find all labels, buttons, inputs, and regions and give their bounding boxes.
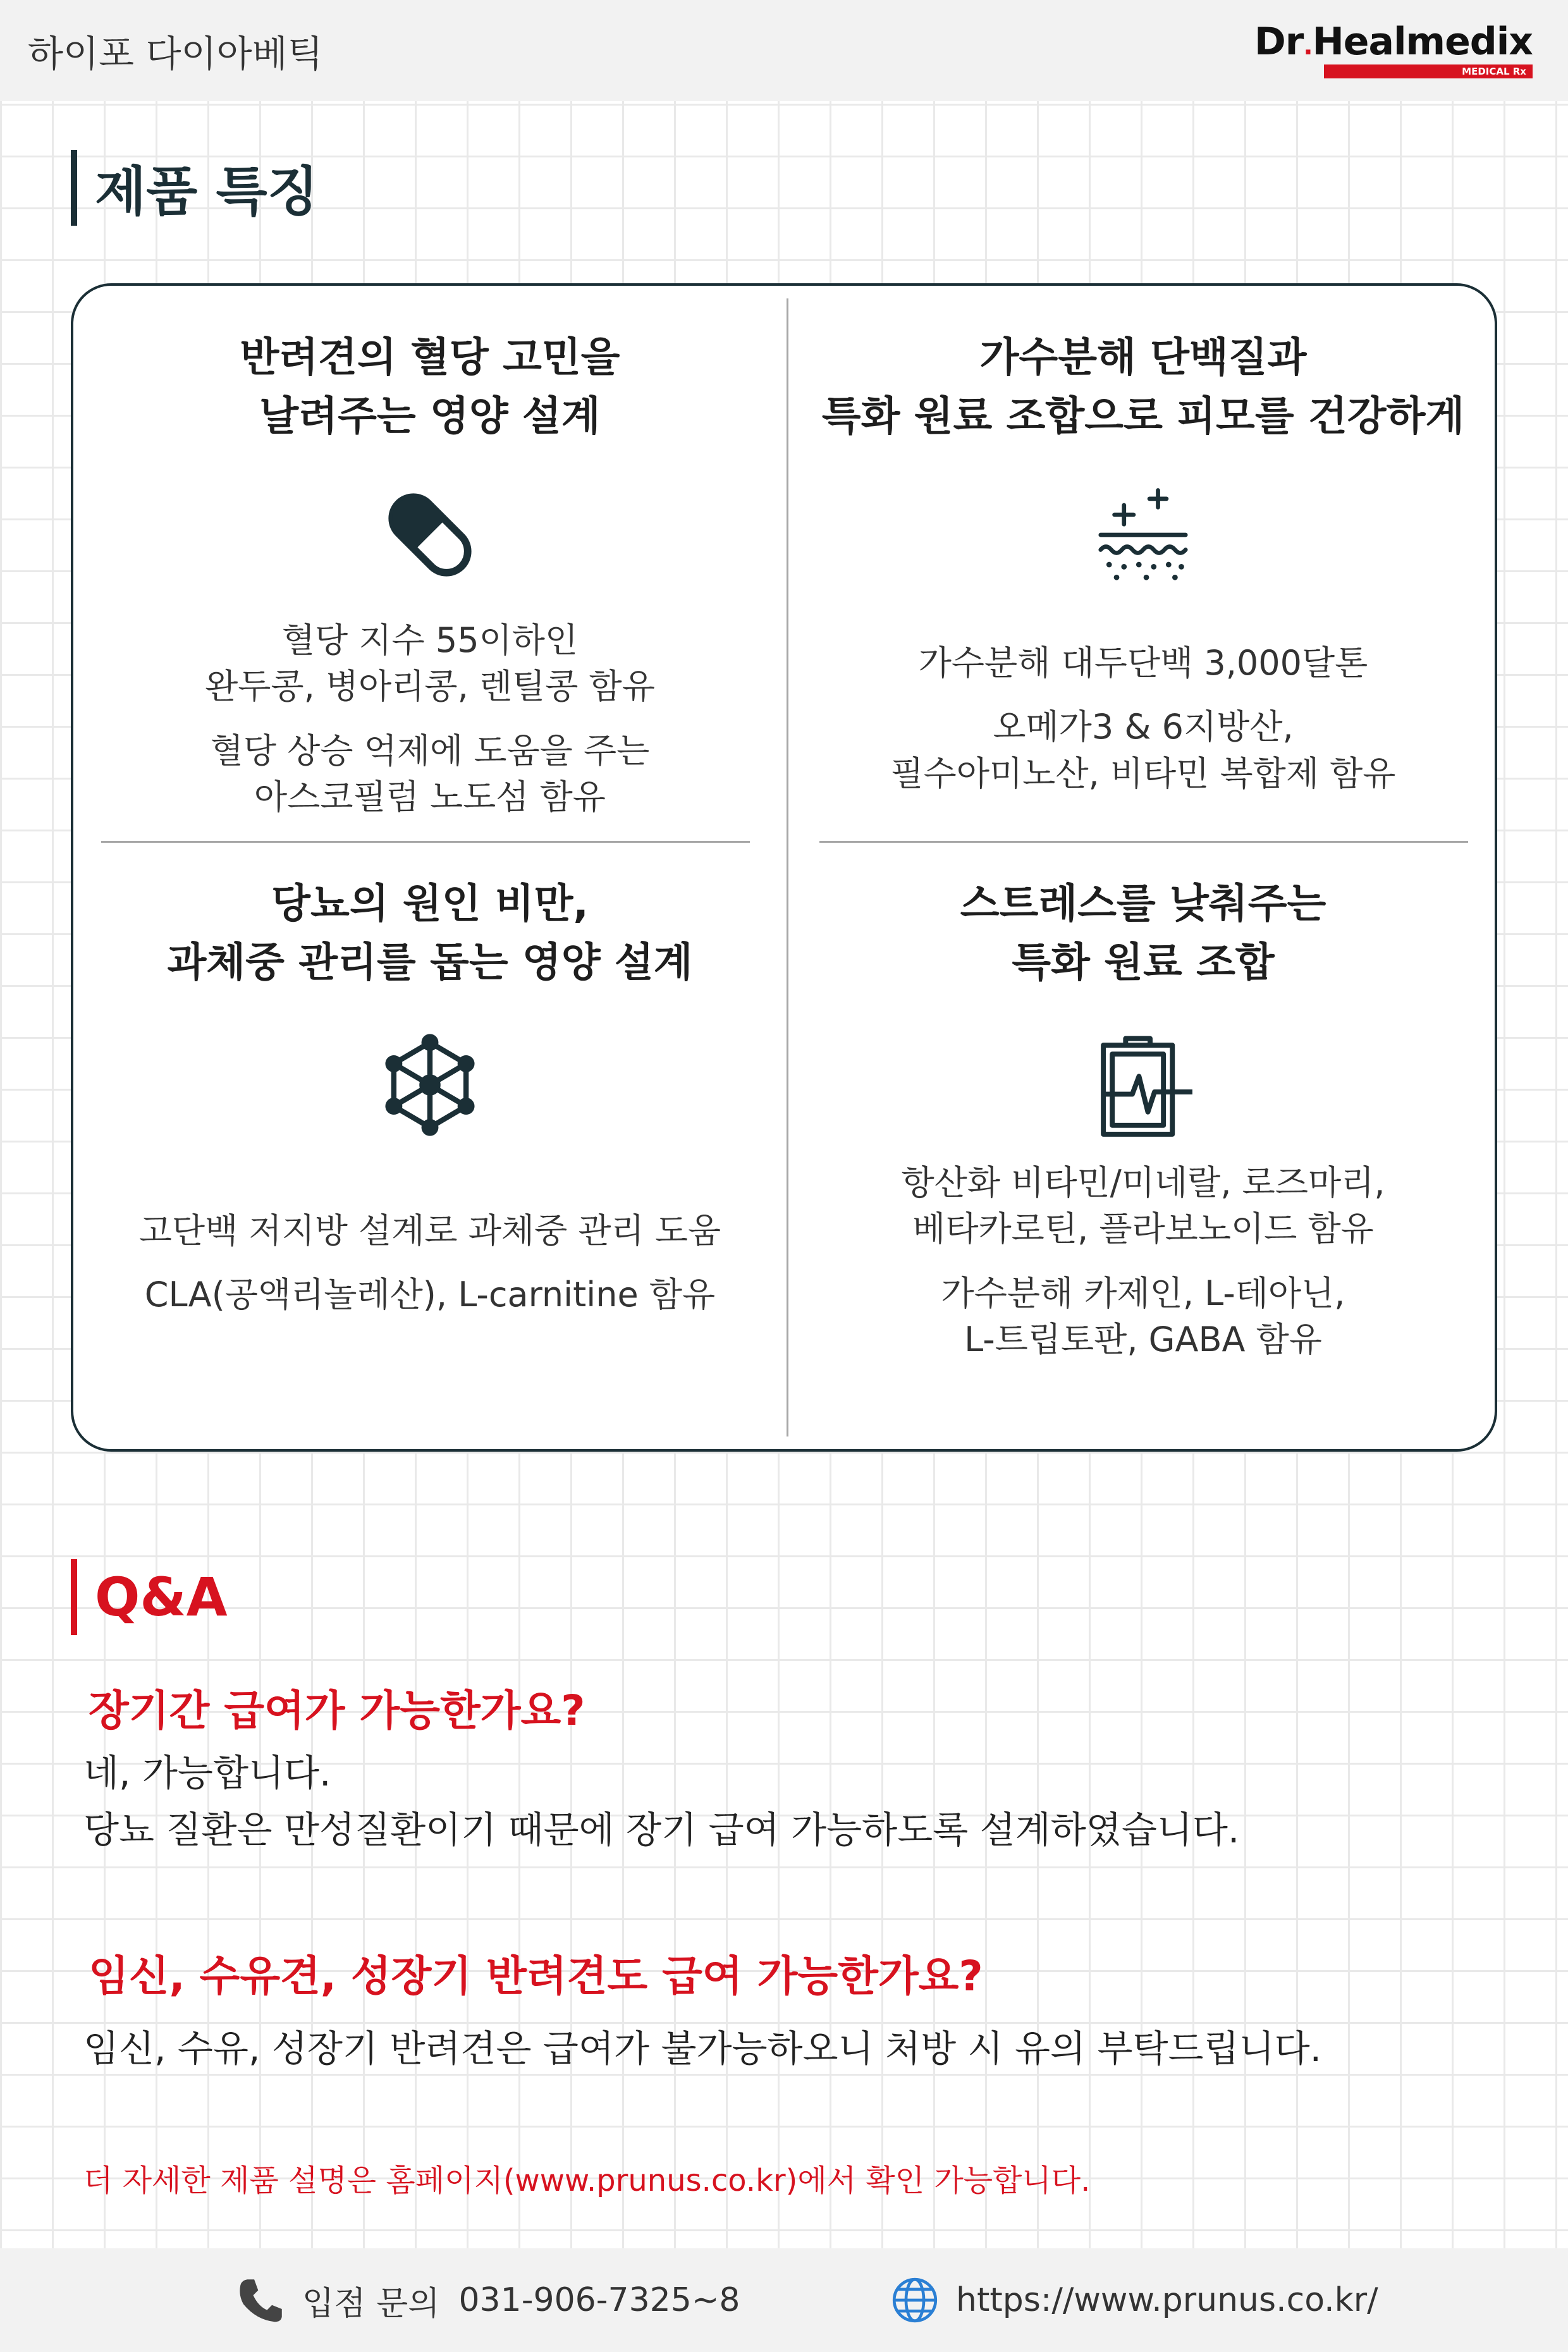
globe-icon <box>890 2275 940 2325</box>
question-2: 임신, 수유견, 성장기 반려견도 급여 가능한가요? <box>89 1952 983 2000</box>
clipboard-heartbeat-icon <box>1090 1032 1201 1143</box>
feature-card-blood-sugar <box>95 286 765 841</box>
phone-icon <box>236 2275 286 2325</box>
molecule-icon <box>377 1032 483 1138</box>
skin-layer-sparkle-icon <box>1090 482 1196 588</box>
heading-bar <box>71 150 77 226</box>
feature-description: 가수분해 대두단백 3,000달톤 오메가3 & 6지방산, 필수아미노산, 비타민 복합제 함유 <box>890 643 1396 793</box>
answer-2: 임신, 수유, 성장기 반려견은 급여가 불가능하오니 처방 시 유의 부탁드립니다. <box>83 2027 1322 2070</box>
product-name: 하이포 다이아베틱 <box>28 32 323 75</box>
question-1: 장기간 급여가 가능한가요? <box>89 1686 585 1735</box>
heading-bar <box>71 1559 77 1635</box>
features-heading <box>71 149 319 226</box>
feature-title: 스트레스를 낮춰주는 특화 원료 조합 <box>960 881 1326 986</box>
contact-label: 입점 문의 <box>302 2284 440 2323</box>
contact-number[interactable]: 031-906-7325~8 <box>458 2281 740 2319</box>
feature-description: 고단백 저지방 설계로 과체중 관리 도움 CLA(공액리놀레산), L-carnitine 함유 <box>138 1211 721 1315</box>
website-link[interactable]: https://www.prunus.co.kr/ <box>956 2281 1378 2319</box>
feature-description: 혈당 지수 55이하인 완두콩, 병아리콩, 렌틸콩 함유 혈당 상승 억제에 도움을 주는 아스코필럼 노도섬 함유 <box>205 620 655 818</box>
contact-info[interactable] <box>236 2248 740 2352</box>
homepage-note: 더 자세한 제품 설명은 홈페이지(www.prunus.co.kr)에서 확인 가능합니다. <box>83 2163 1091 2198</box>
page-footer <box>0 2248 1568 2352</box>
answer-1: 네, 가능합니다. 당뇨 질환은 만성질환이기 때문에 장기 급여 가능하도록 설계하였습니다. <box>83 1751 1240 1851</box>
brand-logo <box>1254 20 1533 78</box>
capsule-icon <box>377 482 483 588</box>
feature-title: 당뇨의 원인 비만, 과체중 관리를 돕는 영양 설계 <box>167 881 693 986</box>
features-title: 제품 특징 <box>95 161 319 223</box>
vertical-divider <box>787 298 788 1436</box>
feature-card-coat-health <box>808 286 1478 841</box>
page-header <box>0 0 1568 101</box>
feature-card-weight <box>95 842 765 1436</box>
website-info[interactable] <box>890 2248 1378 2352</box>
feature-description: 항산화 비타민/미네랄, 로즈마리, 베타카로틴, 플라보노이드 함유 가수분해 카제인, L-테아닌, L-트립토판, GABA 함유 <box>901 1163 1385 1360</box>
feature-title: 반려견의 혈당 고민을 날려주는 영양 설계 <box>240 334 620 440</box>
logo-text: Dr.Healmedix <box>1254 20 1533 64</box>
qa-title: Q&A <box>95 1566 228 1628</box>
features-box <box>71 283 1497 1452</box>
logo-subtext: MEDICAL Rx <box>1324 64 1533 78</box>
qa-heading <box>71 1559 228 1635</box>
feature-card-stress <box>808 842 1478 1436</box>
feature-title: 가수분해 단백질과 특화 원료 조합으로 피모를 건강하게 <box>821 334 1465 440</box>
